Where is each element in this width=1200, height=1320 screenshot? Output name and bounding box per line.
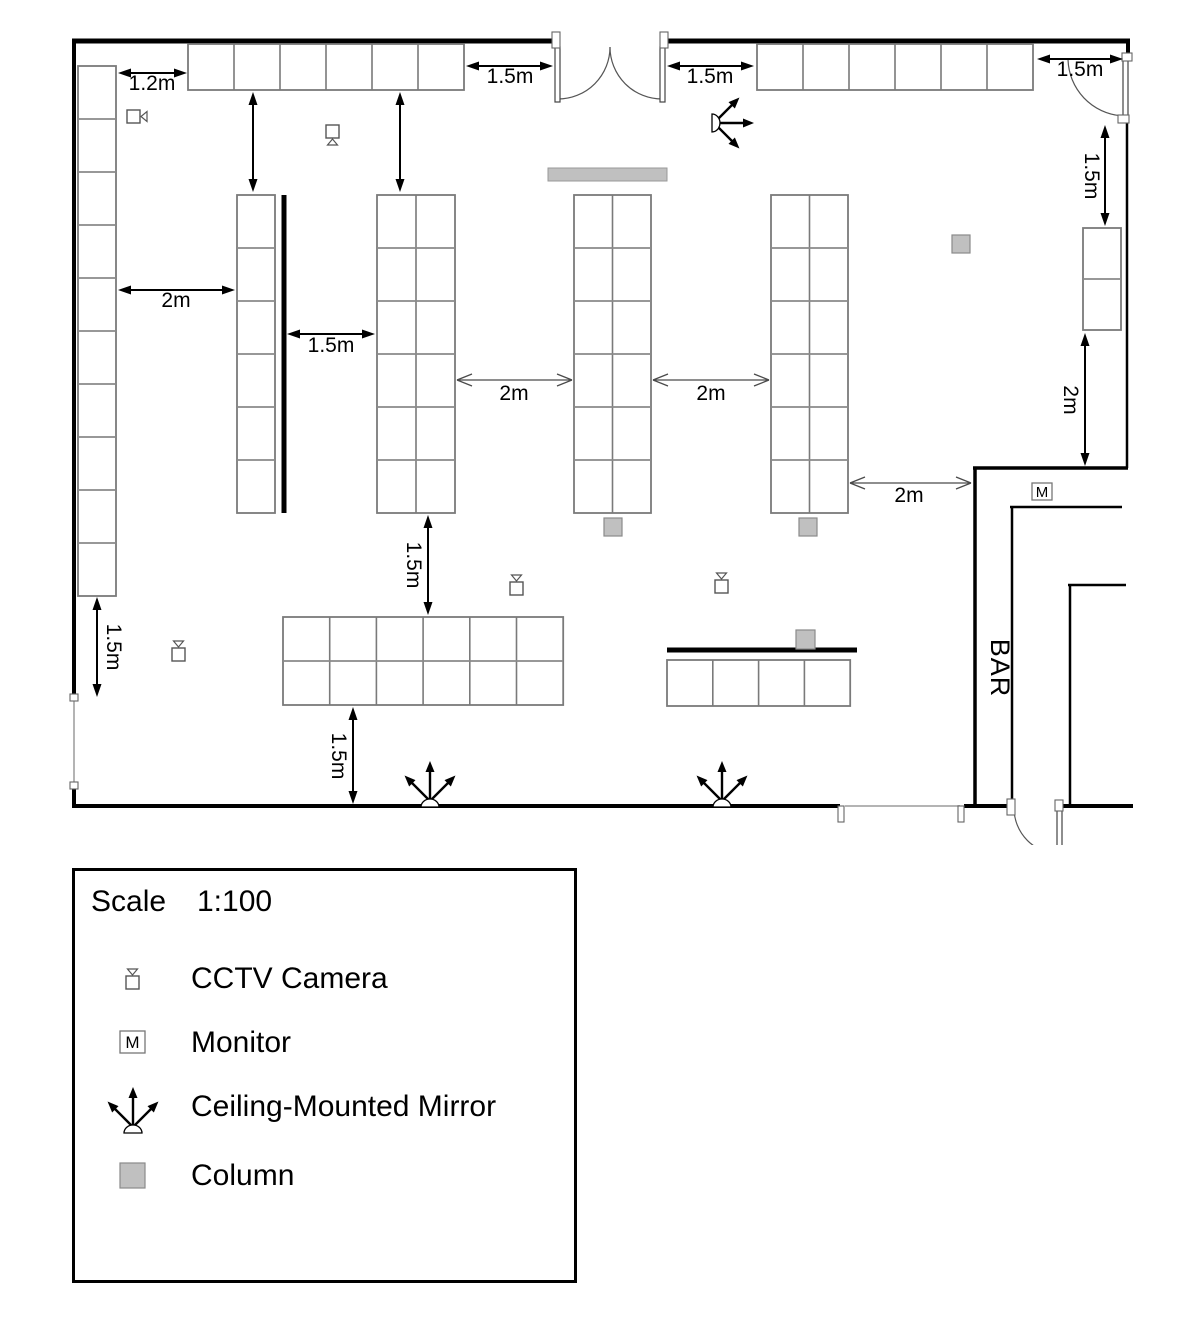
arrowhead [118, 286, 131, 295]
arrowhead [174, 69, 187, 78]
door-jamb [1055, 800, 1063, 811]
arrowhead [362, 330, 375, 339]
dimension-label: 1.5m [686, 65, 734, 88]
bar-label: BAR [985, 638, 1015, 698]
dimension-label: 1.5m [307, 334, 355, 357]
ceiling-mounted-mirror-icon [88, 1077, 178, 1137]
mirror-arrowhead [426, 761, 435, 772]
arrowhead [956, 477, 971, 483]
arrowhead [653, 380, 668, 386]
door-leaf [1057, 810, 1062, 845]
column [799, 518, 817, 536]
mirror-base [713, 799, 731, 807]
dimension-1.5m [667, 62, 754, 89]
door-leaf [1123, 58, 1128, 118]
legend-item-column [75, 1147, 574, 1205]
shelf-bottom-left-shelf [283, 617, 563, 705]
mirror-base [421, 799, 439, 807]
monitor-symbol [1032, 483, 1052, 501]
arrowhead [850, 477, 865, 483]
dimension-label: 2m [161, 289, 191, 312]
legend-item-label: Ceiling-Mounted Mirror [191, 1090, 497, 1123]
legend-item-label: Column [191, 1159, 295, 1192]
arrowhead [1101, 213, 1110, 226]
cctv-camera-symbol [715, 573, 728, 593]
dimension-arrow [249, 92, 258, 192]
shelf-left-wall-shelf [78, 66, 116, 596]
camera-body [715, 580, 728, 593]
arrowhead [457, 374, 472, 380]
arrowhead [741, 62, 754, 71]
shelf-gondola-2 [377, 195, 455, 513]
mirror-arrow [430, 782, 449, 801]
camera-body [510, 582, 523, 595]
dimension-label: 2m [894, 484, 924, 507]
dimension-label: 1.2m [128, 72, 176, 95]
arrowhead [93, 684, 102, 697]
camera-body [326, 125, 339, 138]
dimension-label: 1.5m [486, 65, 534, 88]
legend-item-label: CCTV Camera [191, 962, 388, 995]
scale-row [91, 885, 273, 919]
arrowhead [667, 62, 680, 71]
dimension-label: 1.5m [402, 541, 425, 589]
door-swing-arc [558, 47, 610, 99]
door-jamb [1122, 53, 1132, 61]
camera-lens [174, 641, 184, 647]
door-swing-arc [610, 47, 662, 99]
column [796, 630, 815, 649]
camera-lens [128, 969, 138, 975]
door-leaf [660, 47, 665, 102]
ceiling-mirror-symbol [697, 761, 748, 807]
dimension-label: 1.5m [102, 623, 125, 671]
door-jamb [1007, 799, 1015, 815]
mirror-arrow [703, 782, 722, 801]
arrowhead [424, 602, 433, 615]
dimension-1.5m [402, 515, 433, 615]
arrowhead [653, 374, 668, 380]
mirror-arrowhead [129, 1087, 138, 1098]
legend-item-label: Monitor [191, 1026, 292, 1059]
cctv-camera-symbol [172, 641, 185, 661]
arrowhead [754, 380, 769, 386]
dimension-1.2m [118, 69, 187, 96]
arrowhead [557, 380, 572, 386]
dimension-1.5m [1080, 125, 1110, 226]
arrowhead [956, 483, 971, 489]
dimension-label: 1.5m [1080, 152, 1103, 200]
legend [72, 868, 577, 1283]
mirror-arrow [722, 782, 741, 801]
cctv-camera-symbol [126, 969, 139, 989]
dimension-2m [457, 374, 572, 405]
arrowhead [349, 791, 358, 804]
cctv-camera-symbol [510, 575, 523, 595]
dimension-1.5m [327, 707, 358, 804]
arrowhead [557, 374, 572, 380]
camera-lens [141, 112, 147, 122]
column-swatch [120, 1163, 145, 1188]
arrowhead [287, 330, 300, 339]
dimension-2m [1059, 333, 1090, 466]
door-jamb [660, 32, 668, 48]
dimension-label: 2m [696, 382, 726, 405]
scale-label: Scale [91, 885, 167, 918]
shelf-gondola-4 [771, 195, 848, 513]
door-leaf [555, 47, 560, 102]
arrowhead [249, 179, 258, 192]
arrowhead [850, 483, 865, 489]
door-jamb [958, 806, 964, 822]
arrowhead [466, 62, 479, 71]
door-swing-arc [1014, 808, 1060, 845]
arrowhead [1037, 55, 1050, 64]
monitor-letter: M [1035, 483, 1049, 501]
dimension-1.5m [287, 330, 375, 358]
shelf-top-right-shelf [757, 44, 1033, 90]
arrowhead [93, 597, 102, 610]
shelf-right-wall-shelf [1083, 228, 1121, 330]
arrowhead [540, 62, 553, 71]
column-icon [117, 1160, 149, 1192]
scale-value: 1:100 [197, 885, 273, 918]
camera-lens [328, 139, 338, 145]
legend-item-monitor [75, 1014, 574, 1072]
arrowhead [396, 92, 405, 105]
mirror-arrow [133, 1108, 152, 1127]
camera-body [126, 976, 139, 989]
arrowhead [222, 286, 235, 295]
dimension-1.5m [466, 62, 553, 89]
door-jamb [70, 694, 78, 701]
mirror-arrowhead [718, 761, 727, 772]
arrowhead [1081, 333, 1090, 346]
dimension-label: 1.5m [1056, 58, 1104, 81]
dimension-label: 2m [499, 382, 529, 405]
arrowhead [424, 515, 433, 528]
door-jamb [552, 32, 560, 48]
shelf-gondola-1 [237, 195, 275, 513]
cctv-camera-icon [118, 962, 148, 996]
dimension-arrow [396, 92, 405, 192]
column [952, 235, 970, 253]
dimension-1.5m [93, 597, 126, 697]
legend-item-ceiling-mounted-mirror [75, 1078, 574, 1136]
arrowhead [457, 380, 472, 386]
entrance-sign [548, 168, 667, 181]
shelf-top-left-shelf [188, 44, 464, 90]
ceiling-mirror-symbol [405, 761, 456, 807]
door-jamb [70, 782, 78, 789]
door-jamb [838, 806, 844, 822]
shelf-gondola-3 [574, 195, 651, 513]
arrowhead [1081, 453, 1090, 466]
arrowhead [249, 92, 258, 105]
mirror-base [124, 1125, 142, 1133]
arrowhead [349, 707, 358, 720]
door-jamb [1118, 115, 1129, 123]
camera-body [127, 110, 140, 123]
monitor-symbol [120, 1031, 145, 1053]
dimension-label: 1.5m [327, 732, 350, 780]
ceiling-mirror-symbol [108, 1087, 159, 1133]
cctv-camera-symbol [127, 110, 147, 123]
column [604, 518, 622, 536]
camera-lens [512, 575, 522, 581]
camera-body [172, 648, 185, 661]
mirror-arrow [114, 1108, 133, 1127]
arrowhead [1110, 55, 1123, 64]
mirror-arrowhead [743, 119, 754, 128]
arrowhead [396, 179, 405, 192]
arrowhead [754, 374, 769, 380]
legend-item-cctv-camera [75, 950, 574, 1008]
dimension-2m [653, 374, 769, 405]
dimension-1.5m [1037, 55, 1123, 82]
dimension-2m [118, 286, 235, 313]
monitor-letter: M [125, 1033, 140, 1053]
camera-lens [717, 573, 727, 579]
mirror-arrow [411, 782, 430, 801]
dimension-label: 2m [1059, 385, 1082, 415]
arrowhead [1101, 125, 1110, 138]
shelf-bottom-mid-shelf [667, 660, 850, 706]
ceiling-mirror-symbol [712, 98, 754, 149]
monitor-icon [117, 1028, 149, 1058]
dimension-2m [850, 477, 971, 507]
cctv-camera-symbol [326, 125, 339, 145]
